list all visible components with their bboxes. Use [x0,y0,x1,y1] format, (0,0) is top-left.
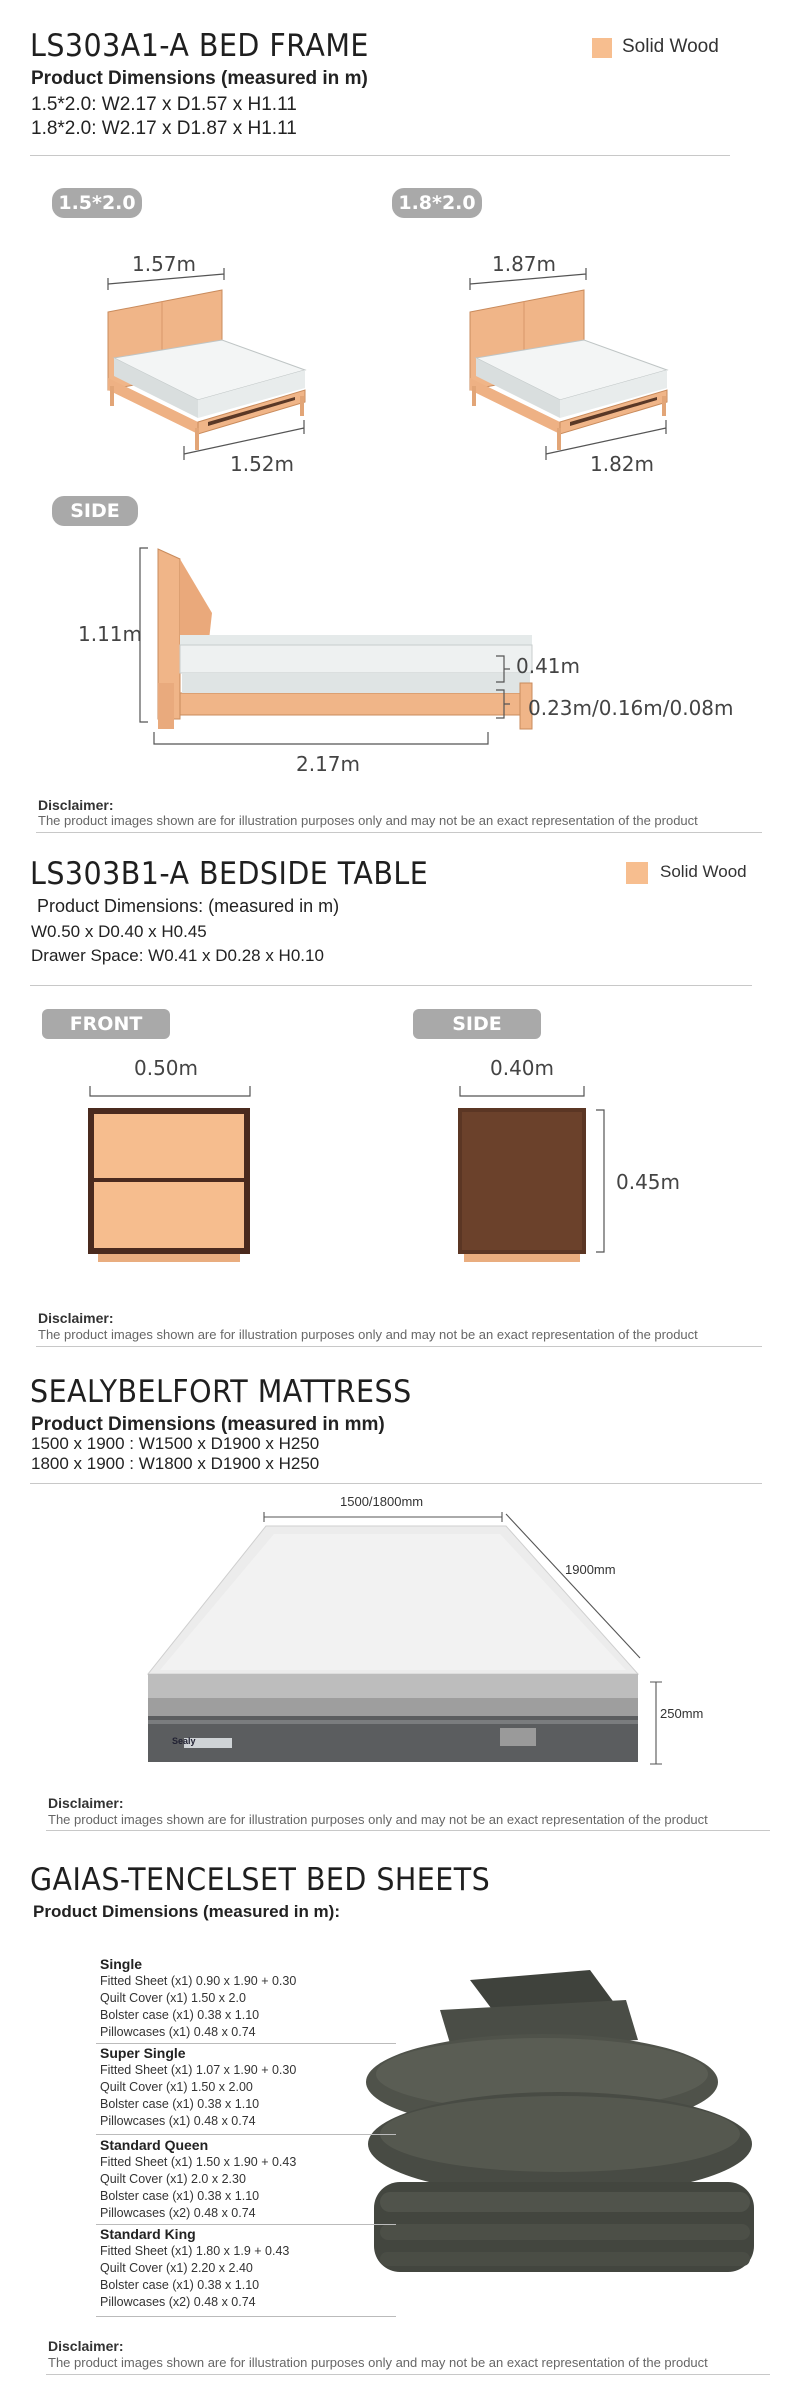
bed-width-label-1-5: 1.57m [132,252,197,276]
sheet-spec-line: Bolster case (x1) 0.38 x 1.10 [100,2097,260,2111]
side-length-dimension-line [152,730,492,750]
sheet-spec-line: Fitted Sheet (x1) 1.07 x 1.90 + 0.30 [100,2063,297,2077]
size-badge-1-5: 1.5*2.0 [52,188,142,218]
disclaimer-title-4: Disclaimer: [48,2338,124,2354]
divider [96,2316,396,2317]
disclaimer-text-1: The product images shown are for illustration purposes only and may not be an exact representation of the product [38,813,698,828]
sheets-subtitle: Product Dimensions (measured in m): [33,1902,340,1921]
bed-sheets-illustration [320,1970,800,2310]
sheet-spec-line: Bolster case (x1) 0.38 x 1.10 [100,2189,260,2203]
divider [36,1346,762,1347]
sheet-size-name: Standard Queen [100,2137,209,2153]
bedside-title: LS303B1-A BEDSIDE TABLE [30,856,429,892]
sheet-spec-line: Bolster case (x1) 0.38 x 1.10 [100,2278,260,2292]
bed-frame-subtitle: Product Dimensions (measured in m) [31,68,368,89]
sheet-spec-line: Pillowcases (x1) 0.48 x 0.74 [100,2114,256,2128]
mattress-width-label: 1500/1800mm [340,1494,424,1509]
mattress-height-dimension-line [648,1680,668,1768]
mattress-title: SEALYBELFORT MATTRESS [30,1374,412,1410]
sheet-size-super-single [100,2045,390,2130]
sheet-spec-line: Bolster case (x1) 0.38 x 1.10 [100,2008,260,2022]
divider [96,2224,396,2225]
bedside-subtitle: Product Dimensions: (measured in m) [37,896,340,916]
sheets-title: GAIAS-TENCELSET BED SHEETS [30,1862,491,1898]
divider [46,1830,770,1831]
mattress-height-label: 250mm [660,1706,704,1721]
sheet-spec-line: Quilt Cover (x1) 2.0 x 2.30 [100,2172,246,2186]
mattress-subtitle: Product Dimensions (measured in mm) [31,1414,385,1435]
sheet-spec-line: Pillowcases (x2) 0.48 x 0.74 [100,2295,256,2309]
bed-frame-title: LS303A1-A BED FRAME [30,28,369,64]
material-label: Solid Wood [622,36,719,57]
sheet-spec-line: Fitted Sheet (x1) 1.80 x 1.9 + 0.43 [100,2244,290,2258]
disclaimer-title-1: Disclaimer: [38,797,114,813]
side-height-label: 0.45m [616,1170,681,1194]
divider [30,155,730,156]
disclaimer-text-3: The product images shown are for illustration purposes only and may not be an exact representation of the product [48,1812,708,1827]
sheet-spec-line: Quilt Cover (x1) 2.20 x 2.40 [100,2261,253,2275]
sheet-spec-line: Fitted Sheet (x1) 1.50 x 1.90 + 0.43 [100,2155,297,2169]
mattress-dim-line-1: 1500 x 1900 : W1500 x D1900 x H250 [31,1434,320,1453]
bedside-side-illustration [458,1108,588,1258]
divider [96,2134,396,2135]
mattress-top-height-label: 0.41m [516,654,581,678]
sheet-size-single [100,1956,390,2041]
front-badge: FRONT [42,1009,170,1039]
mattress-depth-label: 1900mm [565,1562,616,1577]
mattress-brand-label: Sealy [172,1736,196,1746]
bed-side-illustration [130,545,510,755]
bed-side-length-label: 2.17m [296,752,361,776]
sheet-spec-line: Pillowcases (x2) 0.48 x 0.74 [100,2206,256,2220]
sheet-spec-line: Pillowcases (x1) 0.48 x 0.74 [100,2025,256,2039]
frame-heights-label: 0.23m/0.16m/0.08m [528,696,734,720]
bed-length-label-1-8: 1.82m [590,452,655,476]
side-height-dimension-line [594,1108,614,1256]
material-swatch [626,862,648,884]
sheet-size-name: Standard King [100,2226,196,2242]
bedside-dim-line-2: Drawer Space: W0.41 x D0.28 x H0.10 [31,946,324,965]
bed-frame-dim-line-1: 1.5*2.0: W2.17 x D1.57 x H1.11 [31,94,297,115]
material-label: Solid Wood [660,862,747,881]
sheet-size-standard-queen [100,2137,390,2222]
sheet-size-standard-king [100,2226,390,2311]
disclaimer-text-4: The product images shown are for illustration purposes only and may not be an exact representation of the product [48,2355,708,2370]
bed-height-label: 1.11m [78,622,143,646]
divider [96,2043,396,2044]
bedside-front-illustration [88,1108,250,1258]
disclaimer-title-2: Disclaimer: [38,1310,114,1326]
side-width-dimension-line [458,1080,588,1104]
front-width-label: 0.50m [134,1056,199,1080]
disclaimer-title-3: Disclaimer: [48,1795,124,1811]
divider [46,2374,770,2375]
sheet-spec-line: Fitted Sheet (x1) 0.90 x 1.90 + 0.30 [100,1974,297,1988]
side-width-label: 0.40m [490,1056,555,1080]
sheet-size-name: Super Single [100,2045,186,2061]
bed-length-label-1-5: 1.52m [230,452,295,476]
bedside-dim-line-1: W0.50 x D0.40 x H0.45 [31,922,207,941]
sheet-spec-line: Quilt Cover (x1) 1.50 x 2.0 [100,1991,246,2005]
divider [30,985,752,986]
mattress-illustration [144,1522,644,1772]
material-swatch [592,38,612,58]
divider [30,1483,762,1484]
size-badge-1-8: 1.8*2.0 [392,188,482,218]
side-badge: SIDE [413,1009,541,1039]
front-width-dimension-line [88,1080,254,1104]
divider [36,832,762,833]
disclaimer-text-2: The product images shown are for illustration purposes only and may not be an exact representation of the product [38,1327,698,1342]
bed-frame-dim-line-2: 1.8*2.0: W2.17 x D1.87 x H1.11 [31,118,297,139]
sheet-spec-line: Quilt Cover (x1) 1.50 x 2.00 [100,2080,253,2094]
sheet-size-name: Single [100,1956,143,1972]
mattress-dim-line-2: 1800 x 1900 : W1800 x D1900 x H250 [31,1454,320,1473]
side-badge: SIDE [52,496,138,526]
bed-width-label-1-8: 1.87m [492,252,557,276]
